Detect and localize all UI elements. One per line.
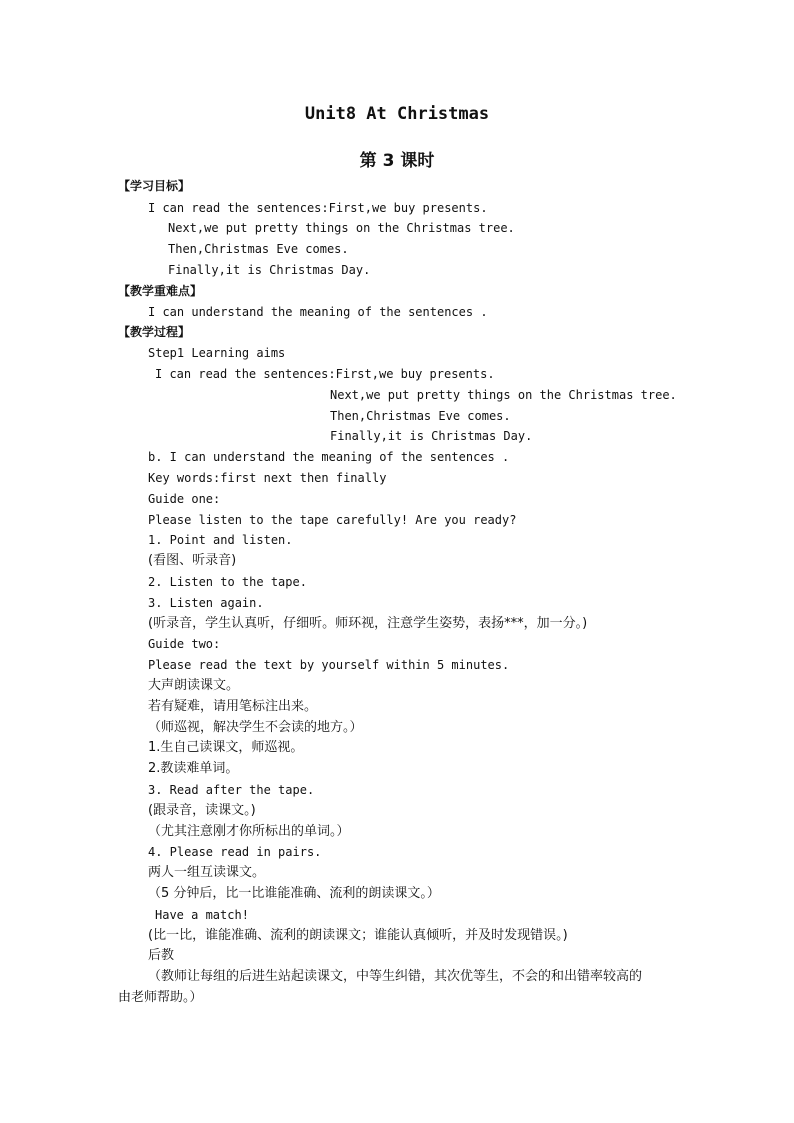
text-line: 3. Read after the tape. xyxy=(148,783,315,797)
lesson-subtitle: 第 3 课时 xyxy=(359,151,435,171)
text-line: 若有疑难，请用笔标注出来。 xyxy=(148,699,318,714)
text-line: （5 分钟后，比一比谁能准确、流利的朗读课文。） xyxy=(148,886,440,901)
text-line: （师巡视，解决学生不会读的地方。） xyxy=(148,720,363,735)
text-line: Next,we put pretty things on the Christmas tree. xyxy=(168,221,515,235)
text-line: Then,Christmas Eve comes. xyxy=(168,242,349,256)
text-line: I can read the sentences:First,we buy presents. xyxy=(148,201,488,215)
text-line: 2.教读难单词。 xyxy=(148,761,239,776)
page-title: Unit8 At Christmas xyxy=(304,104,490,124)
text-line: (看图、听录音) xyxy=(148,553,237,568)
text-line: Step1 Learning aims xyxy=(148,346,286,360)
text-line: I can understand the meaning of the sentences . xyxy=(148,305,488,319)
section-heading: 【学习目标】 xyxy=(118,179,191,193)
text-line: Next,we put pretty things on the Christmas tree. xyxy=(330,388,677,402)
text-line: Then,Christmas Eve comes. xyxy=(330,409,511,423)
text-line: （尤其注意刚才你所标出的单词。） xyxy=(148,824,350,839)
text-line: Key words:first next then finally xyxy=(148,471,387,485)
text-line: 1.生自己读课文，师巡视。 xyxy=(148,740,304,755)
text-line: Finally,it is Christmas Day. xyxy=(168,263,371,277)
text-line: b. I can understand the meaning of the sentences . xyxy=(148,450,510,464)
text-line: 由老师帮助。） xyxy=(118,990,203,1005)
text-line: Finally,it is Christmas Day. xyxy=(330,429,533,443)
text-line: (听录音，学生认真听，仔细听。师环视，注意学生姿势，表扬***，加一分。) xyxy=(148,616,588,631)
text-line: 后教 xyxy=(148,948,175,963)
text-line: Guide one: xyxy=(148,492,221,506)
text-line: Please read the text by yourself within 5 minutes. xyxy=(148,658,510,672)
text-line: Have a match! xyxy=(155,908,249,922)
text-line: 2. Listen to the tape. xyxy=(148,575,307,589)
text-line: 两人一组互读课文。 xyxy=(148,865,266,880)
text-line: Guide two: xyxy=(148,637,221,651)
text-line: 4. Please read in pairs. xyxy=(148,845,322,859)
text-line: I can read the sentences:First,we buy presents. xyxy=(155,367,495,381)
section-heading: 【教学重难点】 xyxy=(118,284,203,298)
text-line: (跟录音，读课文。) xyxy=(148,803,256,818)
text-line: 3. Listen again. xyxy=(148,596,264,610)
text-line: （教师让每组的后进生站起读课文，中等生纠错，其次优等生，不会的和出错率较高的 xyxy=(148,969,643,984)
section-heading: 【教学过程】 xyxy=(118,325,191,339)
text-line: 大声朗读课文。 xyxy=(148,678,240,693)
text-line: 1. Point and listen. xyxy=(148,533,293,547)
text-line: Please listen to the tape carefully! Are you ready? xyxy=(148,513,517,527)
text-line: (比一比，谁能准确、流利的朗读课文；谁能认真倾听，并及时发现错误。) xyxy=(148,928,568,943)
